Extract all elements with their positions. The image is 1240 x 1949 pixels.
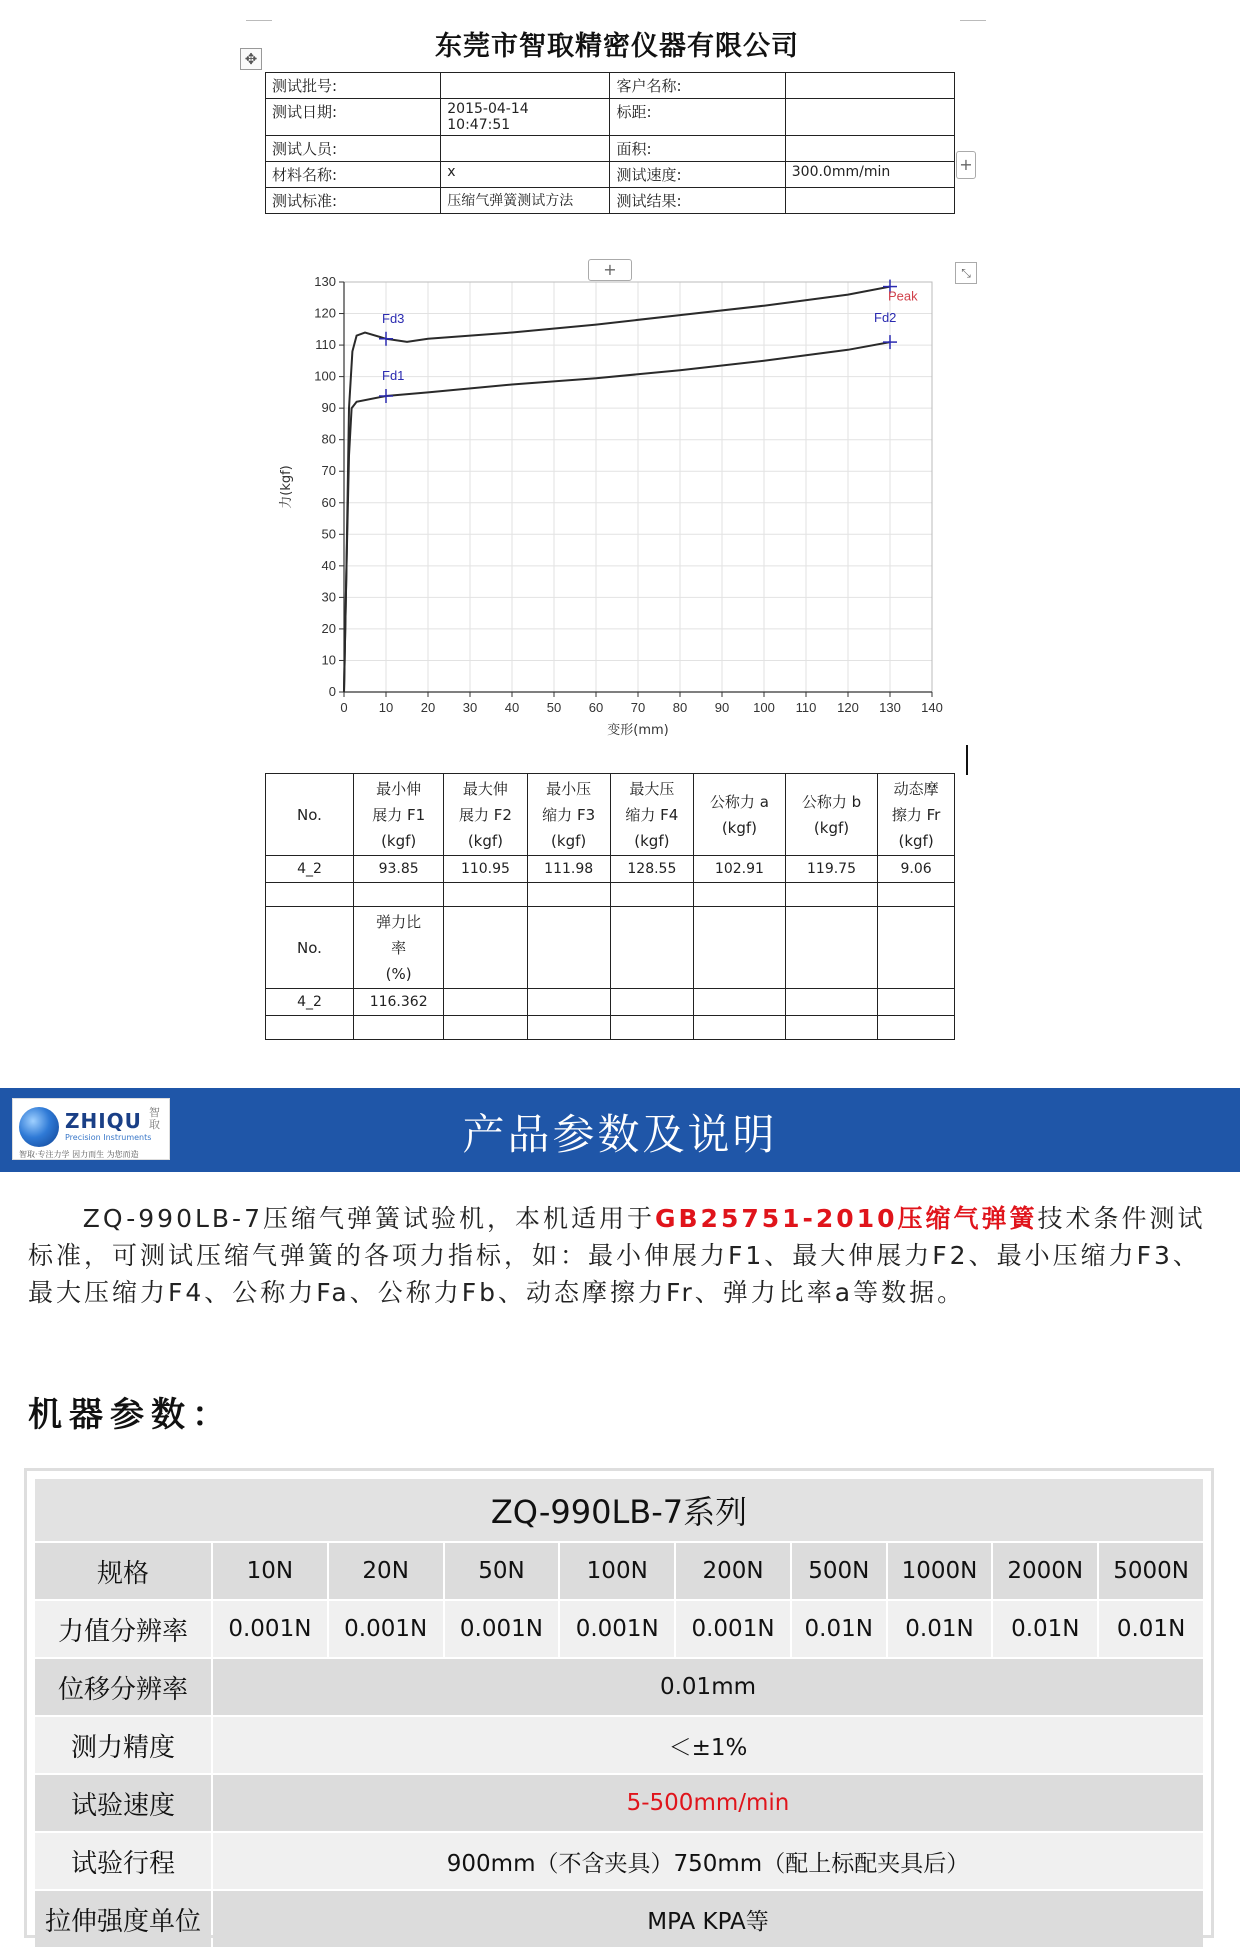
y-tick-label: 80	[321, 431, 336, 447]
results-header-cell: 最大伸 展力 F2 (kgf)	[444, 774, 527, 856]
results-row-cell: 9.06	[878, 856, 955, 883]
results-row-cell: 102.91	[693, 856, 785, 883]
results-header	[266, 774, 955, 856]
section-title: 机器参数：	[28, 1395, 233, 1435]
results-header-cell	[527, 907, 610, 989]
results-empty-row-cell	[354, 1016, 444, 1040]
results-header-cell: No.	[266, 907, 354, 989]
spec-label: 规格	[35, 1543, 211, 1599]
results-row-cell	[444, 989, 527, 1016]
add-column-icon[interactable]: +	[956, 151, 976, 179]
results-header-cell: No.	[266, 774, 354, 856]
displacement-label: 位移分辨率	[35, 1659, 211, 1715]
resize-icon[interactable]: ⤡	[955, 262, 977, 284]
results-header-cell	[693, 907, 785, 989]
x-tick-label: 60	[588, 700, 604, 715]
info-row	[266, 188, 955, 214]
results-empty-row-cell	[527, 1016, 610, 1040]
x-tick-label: 0	[340, 700, 348, 715]
results-row-cell	[610, 989, 693, 1016]
results-empty-row-cell	[693, 883, 785, 907]
results-empty-row-cell	[354, 883, 444, 907]
resolution-value: 0.01N	[792, 1601, 886, 1657]
spec-value: 200N	[676, 1543, 790, 1599]
unit-label: 拉伸强度单位	[35, 1891, 211, 1947]
x-tick-label: 10	[378, 700, 394, 715]
y-tick-label: 50	[321, 526, 336, 542]
x-tick-label: 130	[879, 700, 901, 715]
spec-value: 2000N	[993, 1543, 1097, 1599]
params-title: ZQ-990LB-7系列	[35, 1479, 1203, 1541]
page-corner-mark	[960, 20, 986, 21]
results-header-cell: 公称力 b (kgf)	[785, 774, 877, 856]
spec-value: 100N	[560, 1543, 674, 1599]
results-header-cell: 弹力比 率 (%)	[354, 907, 444, 989]
results-header	[266, 907, 955, 989]
results-row-cell	[878, 989, 955, 1016]
results-empty-row-cell	[785, 1016, 877, 1040]
info-value	[785, 188, 954, 214]
resolution-value: 0.001N	[445, 1601, 559, 1657]
text-cursor	[966, 745, 968, 775]
accuracy-label: 测力精度	[35, 1717, 211, 1773]
y-tick-label: 110	[315, 337, 336, 353]
y-tick-label: 70	[321, 463, 336, 479]
x-tick-label: 120	[837, 700, 859, 715]
description-standard: GB25751-2010压缩气弹簧	[654, 1204, 1038, 1233]
results-header-cell	[610, 907, 693, 989]
results-row-cell: 116.362	[354, 989, 444, 1016]
results-row-cell: 128.55	[610, 856, 693, 883]
results-header-cell	[444, 907, 527, 989]
speed-label: 试验速度	[35, 1775, 211, 1831]
results-row-cell	[785, 989, 877, 1016]
results-header-cell: 最小压 缩力 F3 (kgf)	[527, 774, 610, 856]
info-label: 测试人员:	[266, 136, 441, 162]
results-empty-row-cell	[266, 883, 354, 907]
info-label: 测试速度:	[610, 162, 785, 188]
info-label: 测试日期:	[266, 99, 441, 136]
results-empty-row	[266, 1016, 955, 1040]
unit-value: MPA KPA等	[213, 1891, 1203, 1947]
x-axis-label: 变形(mm)	[607, 723, 669, 738]
results-row-cell: 4_2	[266, 856, 354, 883]
results-row-cell: 119.75	[785, 856, 877, 883]
x-tick-label: 40	[504, 700, 520, 715]
accuracy-value: ＜±1%	[213, 1717, 1203, 1773]
info-row	[266, 136, 955, 162]
results-header-cell: 最小伸 展力 F1 (kgf)	[354, 774, 444, 856]
results-row	[266, 989, 955, 1016]
y-axis-label: 力(kgf)	[279, 465, 294, 509]
resolution-value: 0.001N	[329, 1601, 443, 1657]
x-tick-label: 90	[714, 700, 730, 715]
info-label: 标距:	[610, 99, 785, 136]
info-label: 客户名称:	[610, 73, 785, 99]
info-label: 面积:	[610, 136, 785, 162]
results-row-cell	[693, 989, 785, 1016]
force-deformation-chart	[270, 268, 950, 748]
info-label: 材料名称:	[266, 162, 441, 188]
info-value	[441, 73, 610, 99]
results-header-cell	[785, 907, 877, 989]
stroke-value: 900mm（不含夹具）750mm（配上标配夹具后）	[213, 1833, 1203, 1889]
displacement-value: 0.01mm	[213, 1659, 1203, 1715]
results-header-cell: 公称力 a (kgf)	[693, 774, 785, 856]
results-empty-row	[266, 883, 955, 907]
info-row	[266, 162, 955, 188]
results-empty-row-cell	[693, 1016, 785, 1040]
info-value: 压缩气弹簧测试方法	[441, 188, 610, 214]
y-tick-label: 60	[321, 494, 336, 510]
results-empty-row-cell	[878, 883, 955, 907]
x-tick-label: 110	[795, 700, 817, 715]
info-label: 测试结果:	[610, 188, 785, 214]
info-label: 测试批号:	[266, 73, 441, 99]
y-tick-label: 40	[321, 557, 336, 573]
resolution-value: 0.001N	[560, 1601, 674, 1657]
x-tick-label: 70	[630, 700, 646, 715]
product-description	[28, 1200, 1218, 1311]
table-move-icon[interactable]: ✥	[240, 48, 262, 70]
results-empty-row-cell	[878, 1016, 955, 1040]
spec-value: 1000N	[888, 1543, 992, 1599]
resolution-value: 0.01N	[888, 1601, 992, 1657]
series-line-1	[344, 342, 890, 692]
results-row	[266, 856, 955, 883]
info-value	[785, 136, 954, 162]
info-value: 300.0mm/min	[785, 162, 954, 188]
resolution-value: 0.01N	[1099, 1601, 1203, 1657]
test-info-table	[265, 72, 955, 214]
annotation-peak: Peak	[888, 288, 918, 304]
y-tick-label: 30	[321, 589, 336, 605]
logo-slogan: 智取·专注力学 因力而生 为您而造	[19, 1150, 139, 1159]
spec-value: 5000N	[1099, 1543, 1203, 1599]
annotation-fd1: Fd1	[382, 368, 405, 384]
machine-params-table	[24, 1468, 1214, 1938]
results-empty-row-cell	[527, 883, 610, 907]
results-empty-row-cell	[610, 1016, 693, 1040]
banner-title: 产品参数及说明	[462, 1110, 778, 1159]
info-value	[441, 136, 610, 162]
spec-value: 50N	[445, 1543, 559, 1599]
results-empty-row-cell	[444, 1016, 527, 1040]
info-value: x	[441, 162, 610, 188]
results-empty-row-cell	[610, 883, 693, 907]
x-tick-label: 140	[921, 700, 943, 715]
x-tick-label: 100	[753, 700, 775, 715]
description-part2: 技术条件测试标准，可测试压缩气弹簧的各项力指标，如：最小伸展力F1、最大伸展力F2、最小压缩力F3、最大压缩力F4、公称力Fa、公称力Fb、动态摩擦力Fr、弹力比率a等数据。	[28, 1204, 1206, 1307]
resolution-value: 0.001N	[213, 1601, 327, 1657]
results-header-cell: 动态摩 擦力 Fr (kgf)	[878, 774, 955, 856]
info-value	[785, 73, 954, 99]
info-row	[266, 99, 955, 136]
y-tick-label: 0	[328, 684, 336, 699]
resolution-value: 0.001N	[676, 1601, 790, 1657]
y-tick-label: 130	[314, 274, 336, 289]
results-row-cell: 111.98	[527, 856, 610, 883]
series-line-2	[344, 287, 890, 692]
results-table	[265, 773, 955, 1040]
results-empty-row-cell	[266, 1016, 354, 1040]
annotation-fd3: Fd3	[382, 310, 405, 326]
stroke-label: 试验行程	[35, 1833, 211, 1889]
y-tick-label: 90	[321, 400, 336, 416]
y-tick-label: 10	[321, 652, 336, 668]
x-tick-label: 30	[462, 700, 478, 715]
info-row	[266, 73, 955, 99]
y-tick-label: 100	[314, 368, 336, 384]
resolution-value: 0.01N	[993, 1601, 1097, 1657]
x-tick-label: 80	[672, 700, 688, 715]
results-header-cell	[878, 907, 955, 989]
resolution-label: 力值分辨率	[35, 1601, 211, 1657]
annotation-fd2: Fd2	[874, 310, 897, 326]
logo-cn: 智取	[149, 1106, 160, 1131]
info-value: 2015-04-14 10:47:51	[441, 99, 610, 136]
results-row-cell	[527, 989, 610, 1016]
page-corner-mark	[246, 20, 272, 21]
logo-text: ZHIQU	[65, 1109, 142, 1133]
x-tick-label: 50	[546, 700, 562, 715]
info-label: 测试标准:	[266, 188, 441, 214]
y-tick-label: 120	[314, 305, 336, 321]
results-row-cell: 110.95	[444, 856, 527, 883]
results-row-cell: 93.85	[354, 856, 444, 883]
results-empty-row-cell	[444, 883, 527, 907]
spec-value: 20N	[329, 1543, 443, 1599]
spec-value: 500N	[792, 1543, 886, 1599]
info-value	[785, 99, 954, 136]
results-empty-row-cell	[785, 883, 877, 907]
add-row-icon[interactable]: +	[588, 259, 632, 281]
results-row-cell: 4_2	[266, 989, 354, 1016]
spec-value: 10N	[213, 1543, 327, 1599]
speed-value: 5-500mm/min	[213, 1775, 1203, 1831]
results-header-cell: 最大压 缩力 F4 (kgf)	[610, 774, 693, 856]
logo-subtitle: Precision Instruments	[65, 1133, 152, 1142]
x-tick-label: 20	[420, 700, 436, 715]
y-tick-label: 20	[321, 620, 336, 636]
description-part1: ZQ-990LB-7压缩气弹簧试验机，本机适用于	[82, 1204, 655, 1233]
company-name: 东莞市智取精密仪器有限公司	[435, 31, 799, 62]
